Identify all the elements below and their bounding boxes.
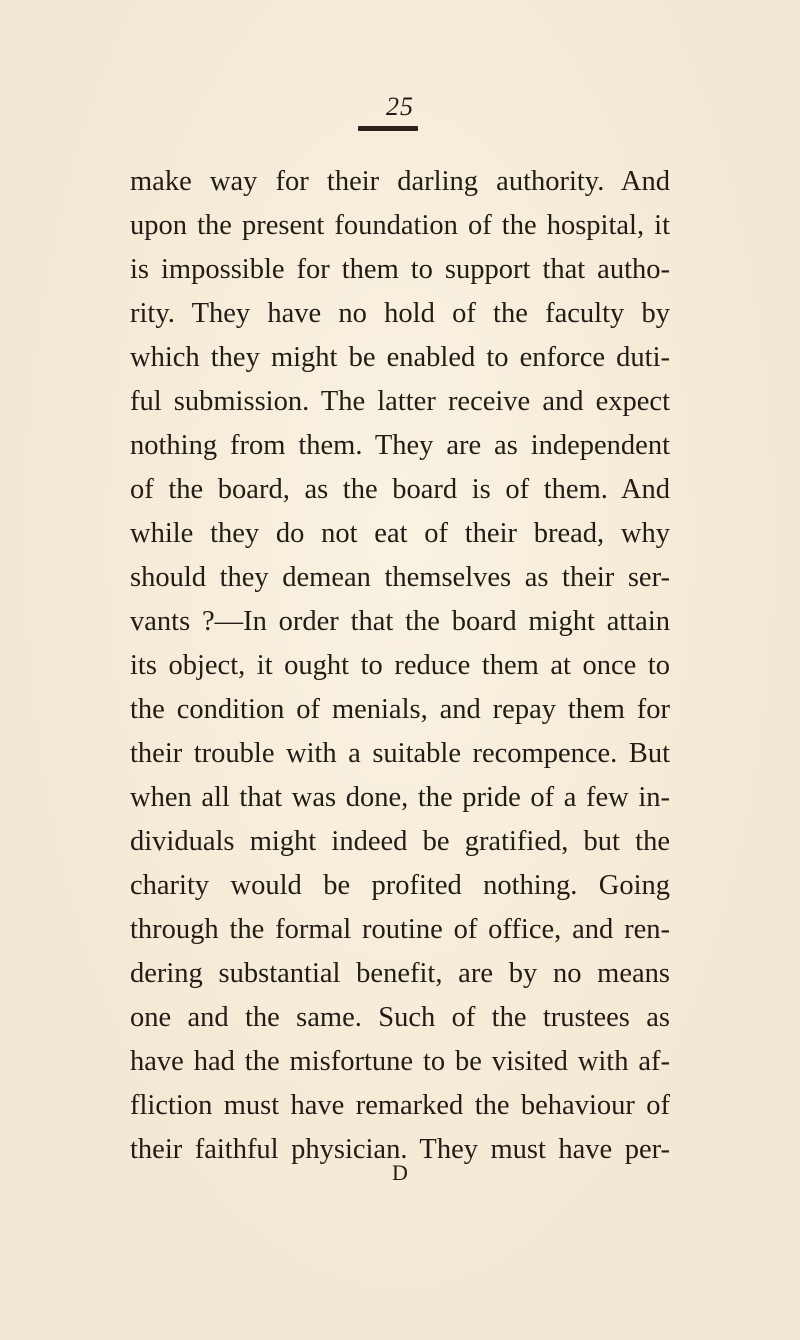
signature-mark: D: [392, 1160, 408, 1185]
text-line-20: one and the same. Such of the trustees as: [130, 1002, 670, 1033]
text-line-12: its object, it ought to reduce them at once to: [130, 650, 670, 681]
text-line-18: through the formal routine of office, and ren-: [130, 914, 670, 945]
text-line-3: is impossible for them to support that autho-: [130, 254, 670, 285]
text-line-5: which they might be enabled to enforce duti-: [130, 342, 670, 373]
text-line-17: charity would be profited nothing. Going: [130, 870, 670, 901]
text-line-10: should they demean themselves as their ser-: [130, 562, 670, 593]
text-line-23: their faithful physician. They must have per-: [130, 1134, 670, 1165]
text-line-1: make way for their darling authority. And: [130, 166, 670, 197]
text-line-8: of the board, as the board is of them. And: [130, 474, 670, 505]
text-line-7: nothing from them. They are as independent: [130, 430, 670, 461]
text-line-9: while they do not eat of their bread, why: [130, 518, 670, 549]
text-line-19: dering substantial benefit, are by no means: [130, 958, 670, 989]
text-line-15: when all that was done, the pride of a few in-: [130, 782, 670, 813]
text-line-21: have had the misfortune to be visited with af-: [130, 1046, 670, 1077]
text-line-22: fliction must have remarked the behaviour of: [130, 1090, 670, 1121]
text-line-6: ful submission. The latter receive and expect: [130, 386, 670, 417]
text-line-4: rity. They have no hold of the faculty by: [130, 298, 670, 329]
text-line-16: dividuals might indeed be gratified, but the: [130, 826, 670, 857]
page-number: 25: [386, 92, 414, 121]
text-line-14: their trouble with a suitable recompence. But: [130, 738, 670, 769]
text-line-11: vants ?—In order that the board might attain: [130, 606, 670, 637]
text-line-2: upon the present foundation of the hospital, it: [130, 210, 670, 241]
text-line-13: the condition of menials, and repay them for: [130, 694, 670, 725]
header-rule: [358, 126, 418, 131]
